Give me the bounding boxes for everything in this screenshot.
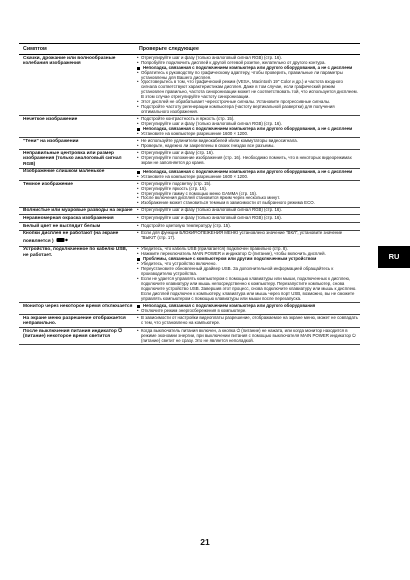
symptom-cell [19,150,135,168]
check-text: Нажмите переключатель MAIN POWER и индикатор ⏻ (питание), чтобы включить дисплей. [141,251,326,257]
check-cell [135,230,360,246]
check-text: Убедитесь, что устройство включено. [141,261,217,267]
check-cell [135,328,360,345]
bullet-icon: • [137,261,139,267]
check-cell [135,207,360,215]
bullet-icon: • [137,190,139,196]
bullet-icon: • [137,180,139,186]
symptom-cell [19,207,135,215]
category-text: Неполадка, связанная с подключением компьютера или другого оборудования [143,303,316,309]
symptom-cell [19,138,135,150]
page-number: 21 [200,537,210,547]
symptom-text: После выключения питания индикатор ⏻ (питание) некоторое время светится [23,329,122,340]
bullet-icon: • [137,215,139,221]
bullet-icon: • [137,69,139,75]
language-tab-ru: RU [378,246,410,268]
check-text: Отрегулируйте шаг и фазу (только аналоговый сигнал RGB) (стр. 16). [141,215,282,221]
table-row [19,116,360,138]
check-text: Изображение может становиться темным в зависимости от выбранного режима ECO. [141,200,315,206]
check-text: Отключите режим энергосбережения в компьютере. [141,307,247,313]
table-row [19,315,360,328]
check-text: Отрегулируйте шаг и фазу (только аналоговый сигнал RGB) (стр. 16). [141,54,282,60]
bullet-icon: • [137,276,139,281]
symptom-cell [19,223,135,231]
symptom-text: На экране меню разрешение отображается неправильно. [23,316,126,327]
bullet-icon: • [137,173,139,179]
table-header-row [19,44,360,55]
bullet-icon: • [137,154,139,160]
check-text: Подстройте контрастность и яркость (стр. 15). [141,115,235,121]
check-item [137,277,358,302]
table-row [19,168,360,180]
symptom-text: Темное изображение [23,181,73,187]
check-column-header: Проверьте следующее [135,44,360,55]
check-cell [135,150,360,168]
check-item [137,201,358,206]
check-cell [135,315,360,328]
check-item [137,80,358,100]
check-item [137,132,358,137]
check-item [137,329,358,344]
check-text: Если для функции БЛОКИР.ОПЕЖЕНИЯ МЕНЮ установлено значение "ВКЛ", установите значение "ВЫКЛ" (стр. 17). [141,230,343,241]
check-item [137,208,358,213]
bullet-icon: • [137,195,139,201]
check-cell [135,303,360,315]
check-item [137,216,358,221]
check-text: Обратитесь к руководству по графическому адаптеру, чтобы проверить, правильные ли параметры установлены для Вашего дисплея. [141,69,343,80]
table-row [19,246,360,302]
symptom-cell [19,328,135,345]
symptom-text: Волнистые или муаровые разводы на экране [23,208,133,214]
check-item [137,224,358,229]
symptom-text: Монитор через некоторое время отключается [23,303,133,309]
category-text: Неполадка, связанная с подключением компьютера или другого оборудования, а не с дисплеем [143,126,353,132]
troubleshooting-table [19,43,360,345]
check-text: Переустановите обновленный драйвер USB. За дополнительной информацией обращайтесь к производителю устройства. [141,266,334,277]
check-text: В зависимости от настройки видеоплаты разрешение, отображаемое на экране меню, может не совпадать с тем, что установлено на компьютере. [141,315,358,325]
check-cell [135,215,360,223]
table-row [19,138,360,150]
bullet-icon: • [137,222,139,228]
bullet-icon: • [137,307,139,313]
check-text: Не используйте удлинители видеокабелей и/или коммутаторы видеосигнала. [141,138,298,144]
table-body [19,55,360,345]
symptom-text: Устройство, подключенное по кабелю USB, не работает. [23,247,128,258]
bullet-icon: • [137,230,139,236]
bullet-icon: • [137,328,139,334]
check-text: После включения дисплей становится ярким через несколько минут. [141,195,280,201]
check-text: Подстройте частоту регенерации компьютера (частоту вертикальной развертки) для получения оптимального изображения. [141,103,335,114]
symptom-text: Неправильные центровка или размер изображения (только аналоговый сигнал RGB) [23,151,122,167]
symptom-cell [19,230,135,246]
symptom-cell [19,181,135,208]
bullet-icon: • [137,315,139,321]
check-text: Отрегулируйте положение изображения (стр. 16). Необходимо помнить, что в некоторых видеорежимах экран не заполняется до краев. [141,154,352,165]
table-row [19,328,360,345]
symptom-cell [19,315,135,328]
check-text: Отрегулируйте шаг и фазу (стр. 16). [141,150,214,156]
check-text: Отрегулируйте яркость (стр. 15). [141,185,208,191]
bullet-icon: • [137,207,139,213]
table-row [19,303,360,315]
check-text: Установите на компьютере разрешение 1600 × 1200. [141,130,249,136]
symptom-text: Белый цвет не выглядит белым [23,223,101,229]
bullet-icon: • [137,120,139,126]
symptom-cell [19,303,135,315]
symptom-text: Скачки, дрожание или волнообразные колебания изображения [23,55,116,66]
bullet-icon: • [137,138,139,144]
bullet-icon: • [137,103,139,109]
check-item [137,105,358,115]
check-text: Если не удается управлять компьютером с помощью клавиатуры или мыши, подключенных к дисплею, подключите клавиатуру или мышь непосредственно к компьютеру. Перезапустите компьютер, снова подключите устройство USB. Завершив этот процесс, снова подключите клавиатуру или мышь к дисплею. Если дисплей подключен к компьютеру, клавиатура или мышь через порт USB, возможно, вы не сможете управлять компьютером с помощью клавиатуры или мыши после перезапуска. [141,276,357,301]
check-text: Отрегулируйте шаг и фазу (только аналоговый сигнал RGB) (стр. 16). [141,207,282,213]
category-text: Неполадка, связанная с подключением компьютера или другого оборудования, а не с дисплеем [143,168,353,174]
bullet-icon: • [137,54,139,60]
check-cell [135,223,360,231]
check-text: Отрегулируйте подсветку (стр. 15). [141,180,212,186]
bullet-icon: • [137,200,139,206]
symptom-cell [19,215,135,223]
bullet-icon: • [137,150,139,156]
symptom-text: Кнопки дисплея не работают (на экране появляется ) [23,231,119,244]
check-cell [135,168,360,180]
check-item [137,231,358,241]
bullet-icon: • [137,99,139,105]
check-text: Проверьте, надежно ли закреплены в своих гнездах все разъемы. [141,142,275,148]
check-text: Этот дисплей не обрабатывает чересстрочные сигналы. Установите прогрессивные сигналы. [141,99,331,105]
check-item [137,309,358,314]
category-text: Проблемы, связанные с компьютером или другим подключенным устройством [143,256,317,262]
table-row [19,223,360,231]
bullet-icon: • [137,130,139,136]
bullet-icon: • [137,251,139,257]
table-row [19,181,360,208]
check-text: Установите на компьютере разрешение 1600 × 1200. [141,173,249,179]
bullet-icon: • [137,266,139,272]
check-cell [135,246,360,302]
check-text: Подстройте цветовую температуру (стр. 15). [141,222,231,228]
check-item [137,175,358,180]
check-text: Отрегулируйте гамму с помощью меню GAMMA (стр. 15). [141,190,258,196]
check-text: Попробуйте подключить дисплей к другой сетевой розетке, желательно от другого контура. [141,59,326,65]
symptom-cell [19,168,135,180]
check-cell [135,181,360,208]
check-cell [135,138,360,150]
bullet-icon: • [137,79,139,85]
table-row [19,207,360,215]
check-item [137,316,358,326]
table-row [19,55,360,116]
bullet-icon: • [137,59,139,65]
table-row [19,230,360,246]
table-row [19,215,360,223]
symptom-text: "Тени" на изображении [23,139,79,145]
check-text: Когда выключатель питания включен, а кнопка ⏻ (питание) не нажата, или когда монитор находится в режиме экономии энергии, при выключении питания с помощью выключателя MAIN POWER индикатор ⏻ (питание) светит не сразу. Это не является неполадкой. [141,328,356,343]
bullet-icon: • [137,185,139,191]
check-cell [135,55,360,116]
bullet-icon: • [137,142,139,148]
symptom-cell [19,246,135,302]
symptom-text: Нечеткое изображение [23,116,78,122]
check-cell [135,116,360,138]
symptom-text: Неравномерная окраска изображения [23,216,114,222]
check-item [137,144,358,149]
symptom-column-header: Симптом [19,44,135,55]
bullet-icon: • [137,246,139,252]
table-row [19,150,360,168]
check-text: Убедитесь, что кабель USB (прилагается) подключен правильно (стр. 8). [141,246,288,252]
check-text: Отрегулируйте шаг и фазу (только аналоговый сигнал RGB) (стр. 16). [141,120,282,126]
symptom-text: Изображение слишком маленькое [23,169,105,175]
menu-lock-icon [56,237,68,245]
bullet-icon: • [137,115,139,121]
category-text: Неполадка, связанная с подключением компьютера или другого оборудования, а не с дисплеем [143,64,353,70]
check-text: Удостоверьтесь в том, что графический режим (VESA, Macintosh 19" Color и др.) и частота входного сигнала соответствуют характеристикам дисплея. Даже в том случае, если графический режим установлен правильно, частота синхронизации может не соответствовать той, что используется дисплеем. В этом случае отрегулируйте частоту синхронизации. [141,79,358,100]
check-item [137,156,358,166]
symptom-cell [19,116,135,138]
symptom-cell [19,55,135,116]
